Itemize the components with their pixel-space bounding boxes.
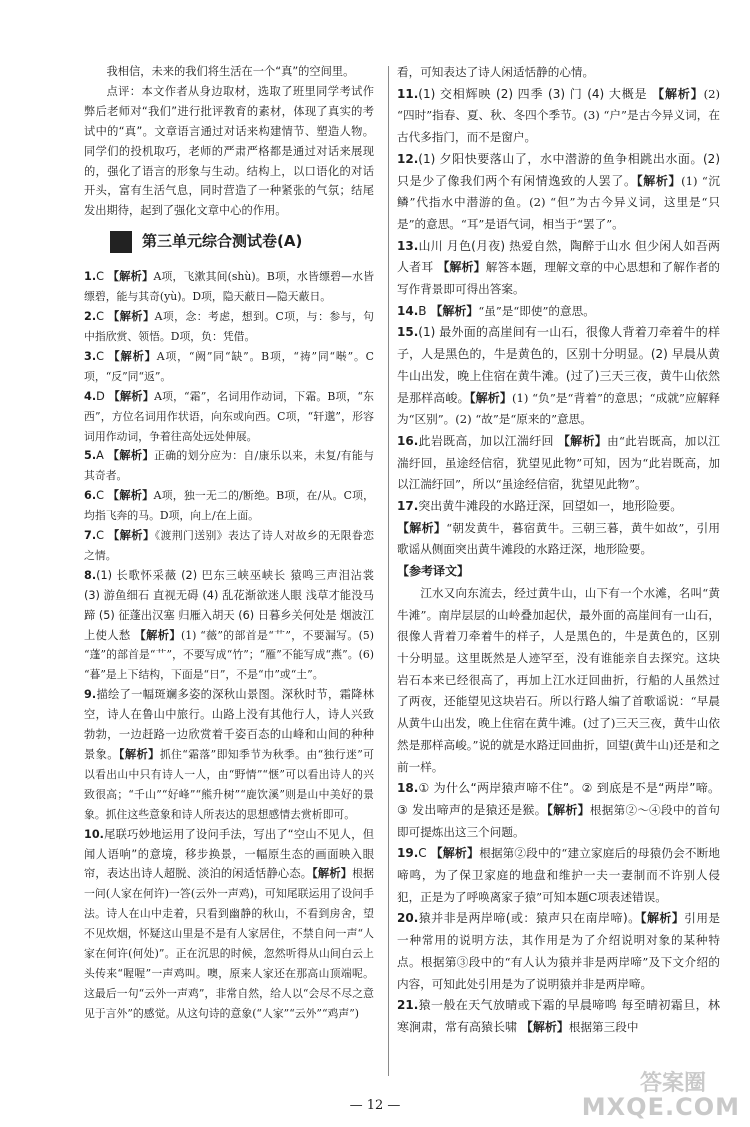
analysis-tag: 【解析】 xyxy=(557,433,608,448)
item-number: 2. xyxy=(84,310,97,324)
answer-item xyxy=(397,583,720,778)
item-answer: ① 为什么“两岸猿声啼不住”。② 到底是不是“两岸”啼。③ 发出啼声的是猿还是猴。 xyxy=(397,781,720,817)
answer-item xyxy=(397,322,720,431)
item-explanation: 《渡荆门送别》表达了诗人对故乡的无限眷恋之情。 xyxy=(84,529,374,562)
answer-item xyxy=(84,307,374,347)
item-number: 7. xyxy=(84,529,97,543)
analysis-tag: 【参考译文】 xyxy=(397,564,470,579)
left-answer-list xyxy=(84,267,374,1023)
commentary-paragraph: 点评：本文作者从身边取材，选取了班里同学考试作弊后老师对“我们”进行批评教育的素材，体现了真实的考试中的“真”。文章语言通过对话来构建情节、塑造人物。同学们的投机取巧，老师的严肃严格都是通过对话来展现的，强化了语言的形象与生动。结构上，以口语化的对话开头，富有生活气息，同时营造了一种紧张的气氛；结尾发出期待，起到了强化文章中心的作用。 xyxy=(84,84,374,218)
right-answer-list xyxy=(397,62,720,1039)
item-explanation: (1) “负”是“背着”的意思；“成就”应解释为“区别”。(2) “故”是“原来的”意思。 xyxy=(397,390,720,427)
analysis-tag: 【解析】 xyxy=(652,86,704,101)
answer-item xyxy=(397,496,720,518)
item-explanation: A项，独一无二的/断绝。B项，在/从。C项，均指飞奔的马。D项，向上/在上面。 xyxy=(84,489,374,523)
answer-item xyxy=(397,908,720,995)
item-explanation: “朝发黄牛，暮宿黄牛。三朝三暮，黄牛如故”，引用歌谣从侧面突出黄牛滩段的水路迂深，地形险要。 xyxy=(397,520,720,557)
answer-item xyxy=(397,236,720,301)
analysis-tag: 【解析】 xyxy=(108,389,155,403)
analysis-tag: 【解析】 xyxy=(430,846,480,861)
item-number: 13. xyxy=(397,238,419,253)
analysis-tag: 【解析】 xyxy=(107,529,155,543)
item-number: 18. xyxy=(397,781,419,796)
item-explanation: 正确的划分应为：自/康乐以来，未复/有能与其奇者。 xyxy=(84,449,374,483)
item-answer: C xyxy=(96,349,109,363)
item-explanation: A项，念：考虑，想到。C项，与：参与，句中指欣赏、领悟。D项，负：凭借。 xyxy=(84,310,374,343)
item-explanation: “虽”是“即使”的意思。 xyxy=(478,303,595,318)
answer-item xyxy=(397,561,720,583)
item-number: 16. xyxy=(397,433,419,448)
right-column xyxy=(397,62,720,1039)
answer-item xyxy=(397,431,720,496)
item-answer: (1) 长歌怀采薇 (2) 巴东三峡巫峡长 猿鸣三声泪沾裳 (3) 游鱼细石 直视无碍 (4) 乱花渐欲迷人眼 浅草才能没马蹄 (5) 征蓬出汉塞 归雁入胡天 (6) 日暮乡关何处是 烟波江上使人愁 xyxy=(84,568,374,642)
item-number: 11. xyxy=(397,86,419,101)
item-answer: A xyxy=(96,449,108,463)
answer-item xyxy=(397,778,720,843)
item-number: 15. xyxy=(397,325,419,340)
item-explanation: 根据第②段中的“建立家庭后的母猿仍会不断地啼鸣，为了保卫家庭的地盘和维护一夫一妻制而不许别人侵犯，正是为了呼唤离家子猿”可知本题C项表述错误。 xyxy=(397,846,720,904)
item-explanation: (2) “四时”指春、夏、秋、冬四个季节。(3) “户”是古今异义词，在古代多指门，而不是窗户。 xyxy=(397,86,720,145)
item-answer: D xyxy=(96,389,109,403)
item-explanation: 根据第三段中 xyxy=(568,1019,639,1034)
item-answer: B xyxy=(418,303,431,318)
answer-item xyxy=(397,84,720,149)
answer-item xyxy=(397,518,720,561)
item-answer: 猿并非是两岸啼(或：猿声只在南岸啼)。 xyxy=(418,911,641,926)
analysis-tag: 【解析】 xyxy=(437,260,486,275)
item-number: 8. xyxy=(84,568,97,582)
answer-item xyxy=(84,347,374,387)
analysis-tag: 【解析】 xyxy=(640,911,685,926)
item-explanation: (1) “沉鳞”代指水中潜游的鱼。(2) “但”为古今异义词，这里是“只是”的意思。“耳”是语气词，相当于“罢了”。 xyxy=(397,173,720,231)
item-answer: 描绘了一幅斑斓多姿的深秋山景图。深秋时节，霜降林空，诗人在鲁山中旅行。山路上没有其他行人，诗人兴致勃勃，一边赶路一边欣赏着千姿百态的山峰和山间的种种景象。 xyxy=(84,688,374,761)
item-number: 10. xyxy=(84,827,104,841)
item-number: 5. xyxy=(84,449,97,463)
answer-item xyxy=(84,526,374,566)
heading-square-icon xyxy=(110,231,132,253)
item-explanation: A项，“阙”同“缺”。B项，“祷”同“啭”。C项，“反”同“返”。 xyxy=(84,349,374,383)
answer-item xyxy=(84,267,374,307)
item-answer: C xyxy=(96,529,108,543)
item-answer: 突出黄牛滩段的水路迂深，回望如一，地形险要。 xyxy=(418,499,683,514)
analysis-tag: 【解析】 xyxy=(430,303,479,318)
watermark-url: MXQE.COM xyxy=(581,1093,740,1121)
item-explanation: 看，可知表达了诗人闲适恬静的心情。 xyxy=(397,65,595,79)
item-answer: 山川 月色(月夜) 热爱自然，陶醉于山水 但少闲人如吾两人者耳 xyxy=(397,238,720,275)
answer-item xyxy=(397,62,720,84)
answer-item xyxy=(84,486,374,526)
answer-item xyxy=(84,446,374,486)
analysis-tag: 【解析】 xyxy=(520,1019,569,1034)
item-number: 19. xyxy=(397,846,419,861)
answer-item xyxy=(84,685,374,824)
item-explanation: 江水又向东流去，经过黄牛山，山下有一个水滩，名叫“黄牛滩”。南岸层层的山岭叠加起伏，最外面的高崖间有一山石，很像人背着刀牵着牛的样子，人是黑色的，牛是黄色的，区别十分明显。这里既然是人迹罕至，没有谁能亲自去探究。这块岩石本来已经很高了，再加上江水迂回曲折，行船的人虽然过了两夜，还能望见这块岩石。所以行路人编了首歌谣说：“早晨从黄牛山出发，晚上住宿在黄牛滩。(过了)三天三夜，黄牛山依然是那样高峻。”说的就是水路迂回曲折，回望(黄牛山)还是和之前一样。 xyxy=(397,585,720,774)
item-answer: 尾联巧妙地运用了设问手法，写出了“空山不见人，但闻人语响”的意境，移步换景，一幅原生态的画面映入眼帘，表达出诗人超脱、淡泊的闲适恬静心态。 xyxy=(84,827,374,881)
analysis-tag: 【解析】 xyxy=(108,349,157,363)
analysis-tag: 【解析】 xyxy=(397,520,447,535)
item-explanation: 引用是一种常用的说明方法，其作用是为了介绍说明对象的某种特点。根据第③段中的“有人认为猿并非是两岸啼”及下文介绍的内容，可知此处引用是为了说明猿并非是两岸啼。 xyxy=(397,911,720,991)
item-answer: (1) 夕阳快要落山了，水中潜游的鱼争相跳出水面。(2) 只是少了像我们两个有闲情逸致的人罢了。 xyxy=(397,151,720,188)
item-explanation: A项，飞漱其间(shù)。B项，水皆缥碧—水皆缥碧，能与其奇(yù)。D项，隐天蔽日—隐天蔽日。 xyxy=(84,270,375,304)
column-divider xyxy=(388,66,389,1076)
item-number: 12. xyxy=(397,151,419,166)
analysis-tag: 【解析】 xyxy=(118,748,160,761)
item-answer: C xyxy=(96,270,108,284)
intro-sentence: 我相信，未来的我们将生活在一个“真”的空间里。 xyxy=(106,65,355,78)
item-answer: C xyxy=(96,310,108,324)
answer-item xyxy=(84,387,374,447)
item-explanation: 根据第②～④段中的首句即可提炼出这三个问题。 xyxy=(397,802,720,839)
answer-item xyxy=(84,566,374,685)
item-answer: 猿一般在天气放晴或下霜的早晨啼鸣 每至晴初霜旦，林寒涧肃，常有高猿长啸 xyxy=(397,998,720,1034)
analysis-tag: 【解析】 xyxy=(469,390,512,405)
item-answer: (1) 交相辉映 (2) 四季 (3) 门 (4) 大概是 xyxy=(418,86,653,101)
item-explanation: 由“此岩既高，加以江湍纡回，虽途经信宿，犹望见此物”可知，因为“此岩既高，加以江湍纡回”，所以“虽途经信宿，犹望见此物”。 xyxy=(397,433,720,492)
answer-item xyxy=(397,301,720,323)
item-number: 1. xyxy=(84,270,97,284)
item-explanation: 抓住“霜落”即知季节为秋季。由“独行迷”可以看出山中只有诗人一人，由“野情”“惬”可以看出诗人的兴致很高；“千山”“好峰”“熊升树”“鹿饮溪”则是山中美好的景象。抓住这些意象和诗人所表达的思想感情去赏析即可。 xyxy=(84,748,374,821)
item-answer: 此岩既高，加以江湍纡回 xyxy=(418,433,558,448)
section-title: 第三单元综合测试卷(A) xyxy=(142,232,303,251)
item-number: 14. xyxy=(397,303,419,318)
analysis-tag: 【解析】 xyxy=(134,628,182,642)
item-answer: C xyxy=(96,489,108,503)
item-explanation: 解答本题，理解文章的中心思想和了解作者的写作背景即可得出答案。 xyxy=(397,260,720,297)
answer-item xyxy=(397,995,720,1038)
analysis-tag: 【解析】 xyxy=(636,173,682,188)
item-number: 9. xyxy=(84,688,97,702)
item-number: 21. xyxy=(397,998,419,1013)
item-explanation: A项，“霜”，名词用作动词，下霜。B项，“东西”，方位名词用作状语，向东或向西。C项，“轩邈”，形容词用作动词，争着往高处远处伸展。 xyxy=(84,389,374,443)
item-explanation: 根据一问(人家在何许)一答(云外一声鸡)，可知尾联运用了设问手法。诗人在山中走着，只看到幽静的秋山，不看到房舍，望不见炊烟，怀疑这山里是不是有人家居住，不禁自问一声“人家在何许(何处)”。正在沉思的时候，忽然听得从山间白云上头传来“喔喔”一声鸡叫。噢，原来人家还在那高山顶端呢。这最后一句“云外一声鸡”，非常自然，给人以“会尽不尽之意见于言外”的感觉。从这句诗的意象(“人家”“云外”“鸡声”) xyxy=(84,867,374,1020)
answer-item xyxy=(397,843,720,908)
page-number: — 12 — xyxy=(349,1098,401,1113)
answer-item xyxy=(84,825,374,1024)
item-number: 6. xyxy=(84,489,97,503)
item-number: 3. xyxy=(84,349,97,363)
item-number: 20. xyxy=(397,911,419,926)
watermark-logo-text: 答案圈 xyxy=(639,1071,706,1096)
item-explanation: (1) “薇”的部首是“艹”，不要漏写。(5) “蓬”的部首是“艹”，不要写成“竹”；“雁”不能写成“燕”。(6) “暮”是上下结构，下面是“日”，不是“巾”或“土”。 xyxy=(84,628,374,682)
left-column xyxy=(84,62,374,1024)
item-answer: (1) 最外面的高崖间有一山石，很像人背着刀牵着牛的样子，人是黑色的，牛是黄色的，区别十分明显。(2) 早晨从黄牛山出发，晚上住宿在黄牛滩。(过了)三天三夜，黄牛山依然是那样高峻。 xyxy=(397,325,720,405)
section-heading xyxy=(84,227,374,257)
analysis-tag: 【解析】 xyxy=(107,270,154,284)
answer-item xyxy=(397,149,720,236)
analysis-tag: 【解析】 xyxy=(107,310,155,324)
analysis-tag: 【解析】 xyxy=(546,802,590,817)
analysis-tag: 【解析】 xyxy=(312,867,353,881)
analysis-tag: 【解析】 xyxy=(107,489,154,503)
item-number: 4. xyxy=(84,389,97,403)
item-number: 17. xyxy=(397,499,419,514)
item-answer: C xyxy=(418,846,431,861)
analysis-tag: 【解析】 xyxy=(107,449,155,463)
